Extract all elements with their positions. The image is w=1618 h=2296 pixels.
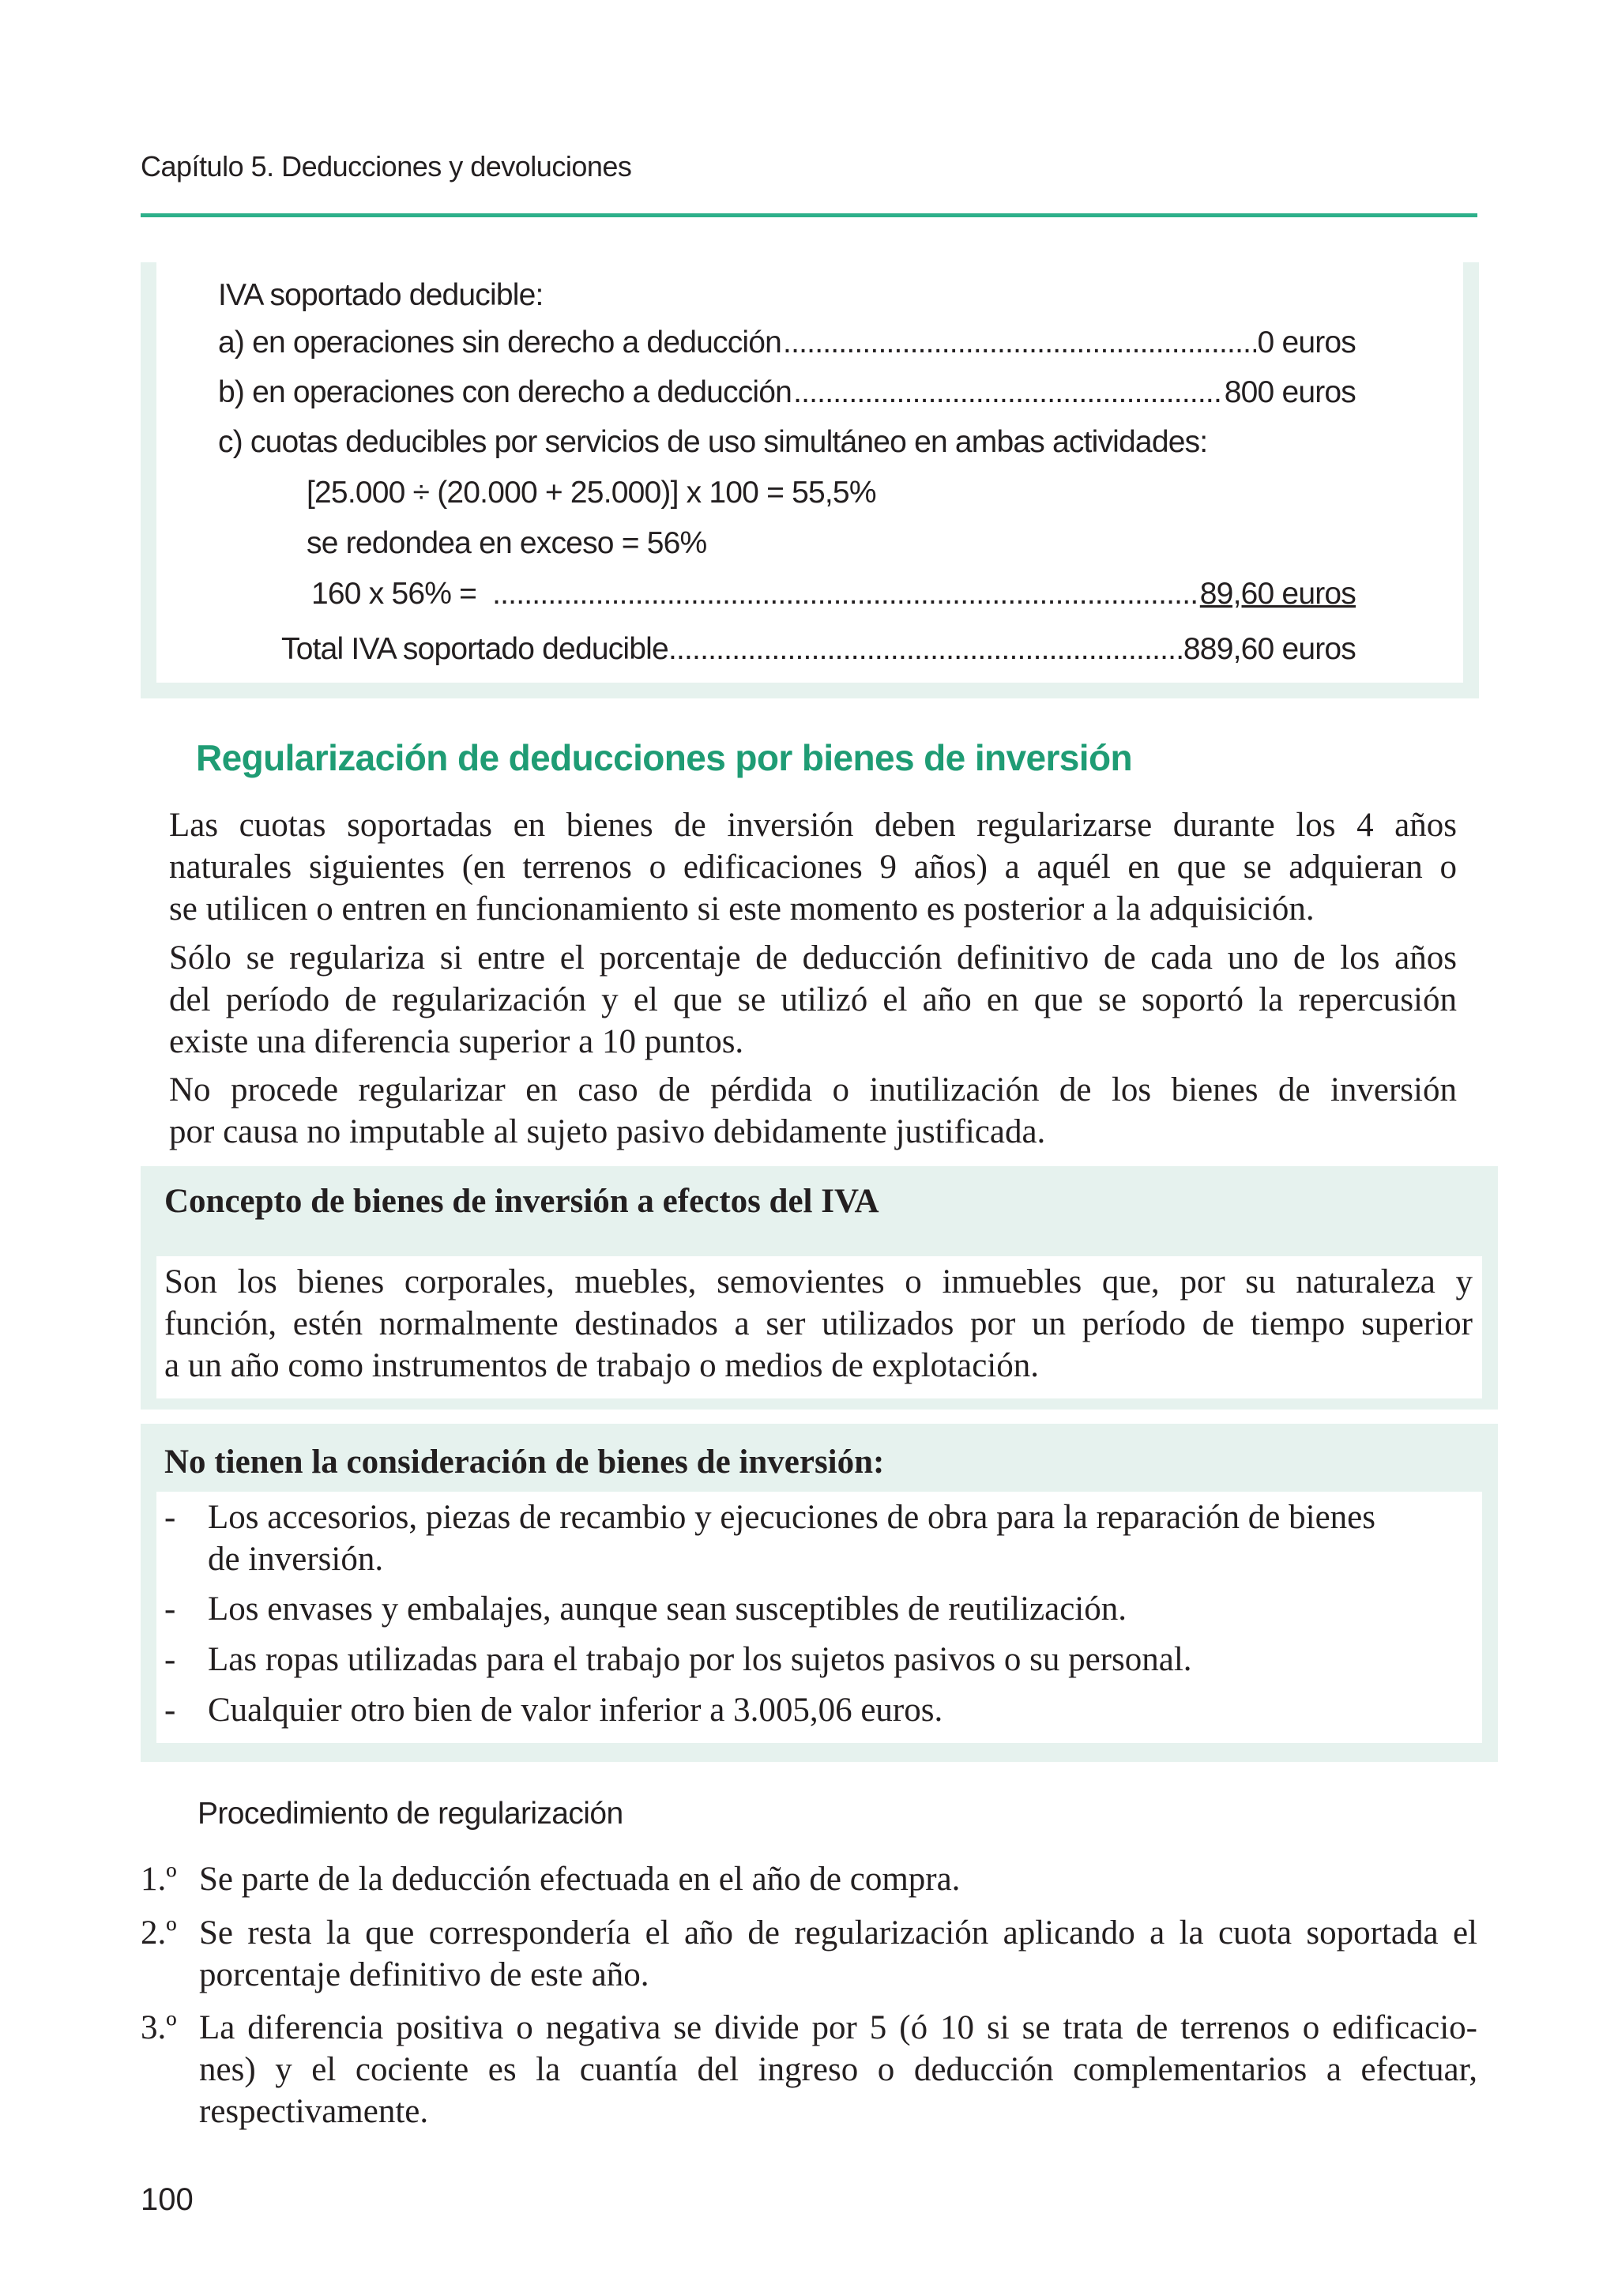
example-line-b-value: 800 euros	[1224, 375, 1356, 409]
paragraph-1	[169, 804, 1457, 930]
list-item-line: Los envases y embalajes, aunque sean susceptibles de reutilización.	[208, 1590, 1127, 1628]
calc-rounding: se redondea en exceso = 56%	[307, 526, 707, 560]
concept-text	[164, 1261, 1473, 1387]
step-line: respectivamente.	[199, 2093, 429, 2130]
example-line-a	[218, 326, 1356, 360]
section-title: Regularización de deducciones por bienes de inversión	[196, 737, 1132, 778]
calc-result-label: 160 x 56% =	[311, 577, 477, 611]
paragraph-line: Las cuotas soportadas en bienes de inversión deben regularizarse durante los 4 años	[169, 807, 1457, 844]
list-item-line: Las ropas utilizadas para el trabajo por los sujetos pasivos o su personal.	[208, 1641, 1192, 1678]
paragraph-line: No procede regularizar en caso de pérdida o inutilización de los bienes de inversión	[169, 1071, 1457, 1108]
concept-box	[141, 1166, 1498, 1410]
paragraph-line: existe una diferencia superior a 10 puntos.	[169, 1023, 744, 1060]
paragraph-line: Sólo se regulariza si entre el porcentaje de deducción definitivo de cada uno de los años	[169, 939, 1457, 977]
step-line: Se parte de la deducción efectuada en el año de compra.	[199, 1861, 961, 1898]
paragraph-2	[169, 937, 1457, 1063]
dot-leader	[793, 375, 1223, 410]
step-line: nes) y el cociente es la cuantía del ingreso o deducción complementarios a efectuar,	[199, 2051, 1477, 2088]
exclusion-box	[141, 1424, 1498, 1762]
step-line: porcentaje definitivo de este año.	[199, 1956, 649, 1993]
paragraph-line: se utilicen o entren en funcionamiento si este momento es posterior a la adquisición.	[169, 890, 1315, 928]
step-number: 1.º	[141, 1861, 177, 1898]
list-item-line: de inversión.	[208, 1541, 384, 1578]
paragraph-line: del período de regularización y el que se utilizó el año en que se soportó la repercusión	[169, 981, 1457, 1018]
paragraph-3	[169, 1069, 1457, 1153]
step-number: 2.º	[141, 1914, 177, 1952]
step-line: La diferencia positiva o negativa se divide por 5 (ó 10 si se trata de terrenos o edificacio-	[199, 2009, 1477, 2046]
calc-result	[311, 577, 1356, 612]
example-line-c: c) cuotas deducibles por servicios de uso simultáneo en ambas actividades:	[218, 425, 1208, 459]
page-number: 100	[141, 2182, 194, 2217]
concept-box-body	[156, 1256, 1482, 1398]
dot-leader	[783, 326, 1255, 360]
dot-leader	[668, 632, 1183, 667]
list-item-line: Los accesorios, piezas de recambio y ejecuciones de obra para la reparación de bienes	[208, 1499, 1375, 1536]
example-line-b-label: b) en operaciones con derecho a deducción	[218, 375, 792, 409]
paragraph-line: a un año como instrumentos de trabajo o medios de explotación.	[164, 1347, 1039, 1384]
concept-box-title: Concepto de bienes de inversión a efectos del IVA	[164, 1183, 879, 1220]
example-total	[281, 632, 1356, 667]
list-item-line: Cualquier otro bien de valor inferior a 3.005,06 euros.	[208, 1692, 943, 1729]
chapter-header: Capítulo 5. Deducciones y devoluciones	[141, 150, 632, 183]
example-title: IVA soportado deducible:	[218, 278, 544, 312]
example-box	[141, 262, 1479, 698]
dot-leader	[492, 577, 1198, 612]
paragraph-line: naturales siguientes (en terrenos o edificaciones 9 años) a aquél en que se adquieran o	[169, 849, 1457, 886]
paragraph-line: Son los bienes corporales, muebles, semovientes o inmuebles que, por su naturaleza y	[164, 1263, 1473, 1300]
calc-result-value: 89,60 euros	[1199, 577, 1356, 611]
procedure-title: Procedimiento de regularización	[198, 1797, 623, 1831]
example-line-b	[218, 375, 1356, 410]
step-line: Se resta la que correspondería el año de regularización aplicando a la cuota soportada el	[199, 1914, 1477, 1952]
header-divider	[141, 213, 1477, 217]
example-total-value: 889,60 euros	[1183, 632, 1356, 666]
example-line-a-label: a) en operaciones sin derecho a deducción	[218, 326, 782, 359]
paragraph-line: función, estén normalmente destinados a ser utilizados por un período de tiempo superior	[164, 1305, 1473, 1342]
exclusion-box-title: No tienen la consideración de bienes de inversión:	[164, 1443, 885, 1481]
example-total-label: Total IVA soportado deducible	[281, 632, 668, 666]
step-number: 3.º	[141, 2009, 177, 2046]
example-line-a-value: 0 euros	[1257, 326, 1356, 359]
calc-percentage: [25.000 ÷ (20.000 + 25.000)] x 100 = 55,5%	[307, 476, 876, 510]
paragraph-line: por causa no imputable al sujeto pasivo debidamente justificada.	[169, 1113, 1046, 1150]
exclusion-box-body: - Los accesorios, piezas de recambio y ejecuciones de obra para la reparación de bienes de inversión. - Los envases y embalajes, aunque sean susceptibles de reutilización. - Las ropas utilizadas para el trabajo por los sujetos pasivos o su personal. - Cualquier otro bien de valor inferior a 3.005,06 euros.	[156, 1492, 1482, 1743]
example-box-inner	[156, 262, 1463, 683]
